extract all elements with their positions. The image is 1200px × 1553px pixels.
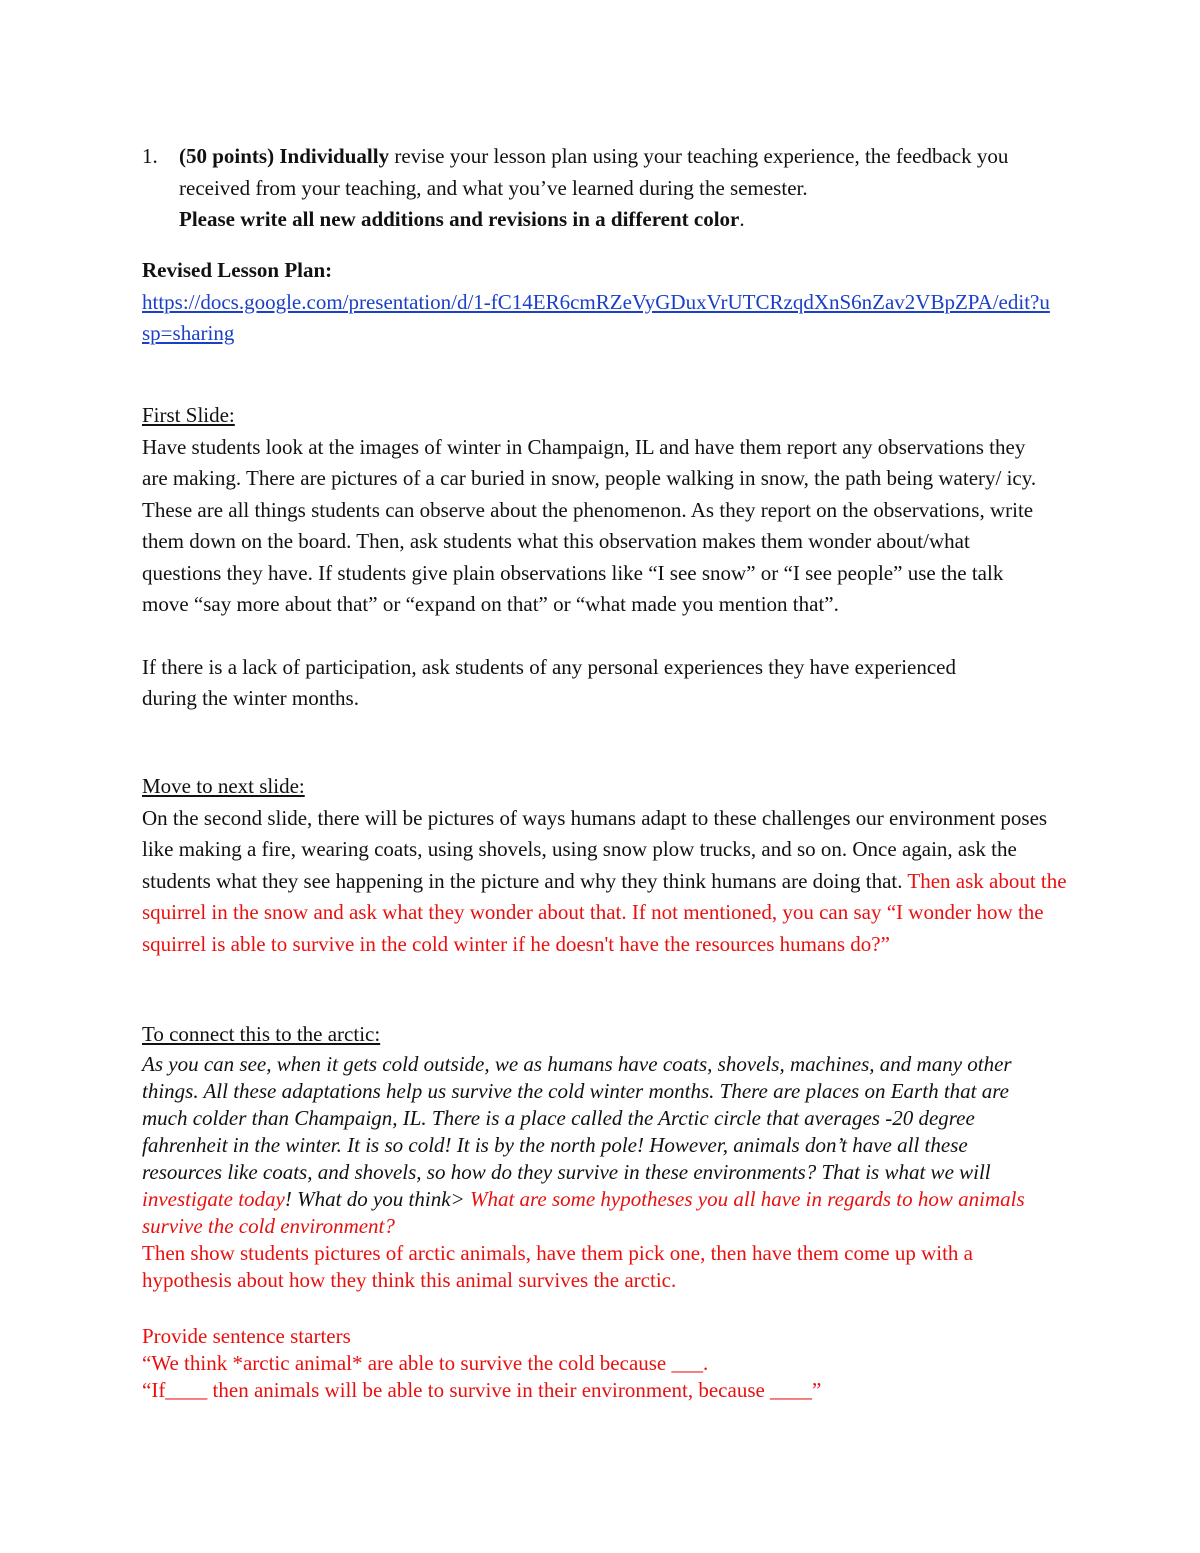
participation-paragraph: If there is a lack of participation, ask students of any personal experiences they have experienced during the winter months. (142, 654, 956, 710)
points-label: (50 points) (179, 144, 275, 168)
slides-link[interactable]: https://docs.google.com/presentation/d/1-fC14ER6cmRZeVyGDuxVrUTCRzqdXnS6nZav2VBpZPA/edit?usp=sharing (142, 289, 1050, 345)
next-slide-section (142, 771, 1072, 960)
starter-line-1: “We think *arctic animal* are able to survive the cold because ___. (142, 1351, 709, 1375)
next-slide-heading: Move to next slide: (142, 774, 305, 798)
assignment-description: revise your lesson plan using your teaching experience, the feedback you received from your teaching, and what you’ve learned during the semester. (179, 144, 1009, 200)
arctic-section: To connect this to the arctic: As you can see, when it gets cold outside, we as humans have coats, shovels, machines, and many other things. All these adaptations help us survive the cold winter months. There are places on Earth that are much colder than Champaign, IL. There is a place called the Arctic circle that averages -20 degree fahrenheit in the winter. It is so cold! It is by the north pole! However, animals don’t have all these resources like coats, and shovels, so how do they survive in these environments? That is what we will investigate today! What do you think> What are some hypotheses you all have in regards to how animals survive the cold environment? Then show students pictures of arctic animals, have them pick one, then have them come up with a hypothesis about how they think this animal survives the arctic. (142, 1019, 1072, 1294)
next-slide-text: On the second slide, there will be pictures of ways humans adapt to these challenges our environment poses like making a fire, wearing coats, using shovels, using snow plow trucks, and so on. Once again, ask the students what they see happening in the picture and why they think humans are doing that. (142, 805, 1048, 893)
first-slide-section (142, 400, 1072, 715)
sentence-starters-section (142, 1323, 1072, 1404)
revised-plan-heading: Revised Lesson Plan: (142, 258, 333, 282)
hypotheses-revision: What are some hypotheses you all have in regards to how animals survive the cold environment? (142, 1186, 1025, 1238)
next-slide-revision: Then ask about the squirrel in the snow and ask what they wonder about that. If not mentioned, you can say “I wonder how the squirrel is able to survive in the cold winter if he doesn't have the resources humans do?” (142, 868, 1067, 956)
list-number: 1. (142, 144, 158, 168)
starter-line-2: “If____ then animals will be able to survive in their environment, because ____” (142, 1378, 822, 1402)
arctic-animals-revision: Then show students pictures of arctic animals, have them pick one, then have them come up with a hypothesis about how they think this animal survives the arctic. (142, 1240, 974, 1292)
starters-heading: Provide sentence starters (142, 1324, 351, 1348)
first-slide-heading: First Slide: (142, 403, 235, 427)
individually-label: Individually (279, 144, 390, 168)
assignment-item-1 (142, 141, 1062, 236)
first-slide-paragraph: Have students look at the images of winter in Champaign, IL and have them report any observations they are making. There are pictures of a car buried in snow, people walking in snow, the path being watery/ icy. These are all things students can observe about the phenomenon. As they report on the observations, write them down on the board. Then, ask students what this observation makes them wonder about/what questions they have. If students give plain observations like “I see snow” or “I see people” use the talk move “say more about that” or “expand on that” or “what made you mention that”. (142, 434, 1037, 616)
color-instruction: Please write all new additions and revisions in a different color (179, 207, 740, 231)
revised-plan-section (142, 255, 1072, 350)
assignment-text: (50 points) Individually revise your lesson plan using your teaching experience, the feedback you received from your teaching, and what you’ve learned during the semester. Please write all new additions and revisions in a different color. (179, 144, 1009, 231)
arctic-script: As you can see, when it gets cold outside, we as humans have coats, shovels, machines, and many other things. All these adaptations help us survive the cold winter months. There are places on Earth that are much colder than Champaign, IL. There is a place called the Arctic circle that averages -20 degree fahrenheit in the winter. It is so cold! It is by the north pole! However, animals don’t have all these resources like coats, and shovels, so how do they survive in these environments? That is what we will (142, 1051, 1012, 1184)
investigate-revision: investigate today (142, 1186, 285, 1211)
arctic-heading: To connect this to the arctic: (142, 1022, 381, 1046)
